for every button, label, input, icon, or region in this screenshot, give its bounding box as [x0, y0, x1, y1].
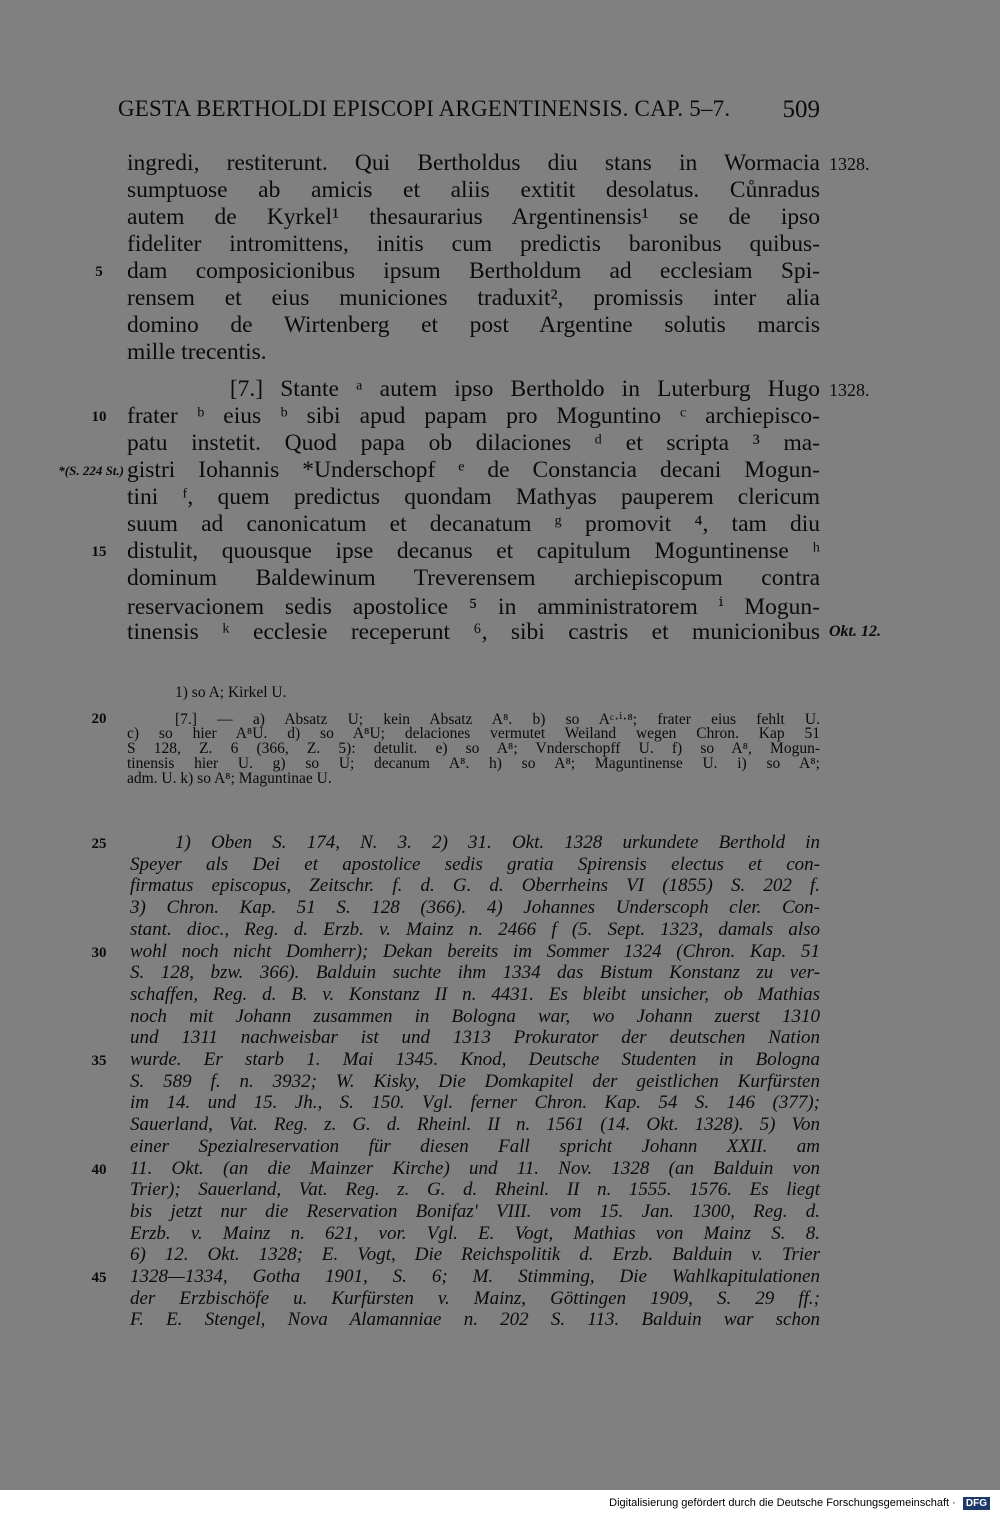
main-line: patu instetit. Quod papa ob dilaciones ᵈ et scripta ³ ma-: [127, 430, 820, 456]
margin-date: 1328.: [829, 154, 870, 174]
line-number: 10: [91, 409, 107, 425]
main-line: fideliter intromittens, initis cum predictis baronibus quibus-: [127, 231, 820, 257]
note-line: stant. dioc., Reg. d. Erzb. v. Mainz n. 2466 f (5. Sept. 1323, damals also: [130, 919, 820, 940]
apparatus-line: adm. U. k) so A⁸; Maguntinae U.: [127, 770, 332, 787]
note-line: firmatus episcopus, Zeitschr. f. d. G. d. Oberrheins VI (1855) S. 202 f.: [130, 875, 820, 896]
note-line: 3) Chron. Kap. 51 S. 128 (366). 4) Johannes Underscoph cler. Con-: [130, 897, 820, 918]
note-line: S. 589 f. n. 3932; W. Kisky, Die Domkapitel der geistlichen Kurfürsten: [130, 1071, 820, 1092]
main-line: autem de Kyrkel¹ thesaurarius Argentinensis¹ se de ipso: [127, 204, 820, 230]
dfg-logo: DFG: [963, 1497, 990, 1510]
main-line: gistri Iohannis *Underschopf ᵉ de Constancia decani Mogun-: [127, 457, 820, 483]
note-line: Trier); Sauerland, Vat. Reg. z. G. d. Rheinl. II n. 1555. 1576. Es liegt: [130, 1179, 820, 1200]
line-number: 35: [91, 1053, 107, 1069]
note-line: im 14. und 15. Jh., S. 150. Vgl. ferner Chron. Kap. 54 S. 146 (377);: [130, 1092, 820, 1113]
note-line: 6) 12. Okt. 1328; E. Vogt, Die Reichspolitik d. Erzb. Balduin v. Trier: [130, 1244, 820, 1265]
line-number: 30: [91, 945, 107, 961]
main-line: distulit, quousque ipse decanus et capitulum Moguntinense ʰ: [127, 538, 820, 564]
note-line: wurde. Er starb 1. Mai 1345. Knod, Deutsche Studenten in Bologna: [130, 1049, 820, 1070]
running-title: GESTA BERTHOLDI EPISCOPI ARGENTINENSIS. CAP. 5–7.: [118, 96, 731, 121]
note-line: noch mit Johann zusammen in Bologna war, wo Johann zuerst 1310: [130, 1006, 820, 1027]
dfg-credit-text: Digitalisierung gefördert durch die Deutsche Forschungsgemeinschaft ·: [609, 1497, 956, 1509]
note-line: Sauerland, Vat. Reg. z. G. d. Rheinl. II n. 1561 (14. Okt. 1328). 5) Von: [130, 1114, 820, 1135]
note-line: der Erzbischöfe u. Kurfürsten v. Mainz, Göttingen 1909, S. 29 ff.;: [130, 1288, 820, 1309]
note-line: und 1311 nachweisbar ist und 1313 Prokurator der deutschen Nation: [130, 1027, 820, 1048]
main-line: tini ᶠ, quem predictus quondam Mathyas pauperem clericum: [127, 484, 820, 510]
note-line: Speyer als Dei et apostolice sedis gratia Spirensis electus et con-: [130, 854, 820, 875]
line-number: 5: [95, 264, 103, 280]
note-line: 1) Oben S. 174, N. 3. 2) 31. Okt. 1328 urkundete Berthold in: [175, 832, 820, 853]
main-line: tinensis ᵏ ecclesie receperunt ⁶, sibi castris et municionibus: [127, 619, 820, 645]
note-line: S. 128, bzw. 366). Balduin suchte ihm 1334 das Bistum Konstanz zu ver-: [130, 962, 820, 983]
note-line: einer Spezialreservation für diesen Fall spricht Johann XXII. am: [130, 1136, 820, 1157]
main-line: [7.] Stante ᵃ autem ipso Bertholdo in Luterburg Hugo: [127, 376, 820, 402]
line-number: 15: [91, 544, 107, 560]
main-line: dam composicionibus ipsum Bertholdum ad ecclesiam Spi-: [127, 258, 820, 284]
note-line: bis jetzt nur die Reservation Bonifaz' VIII. vom 15. Jan. 1300, Reg. d.: [130, 1201, 820, 1222]
margin-date: Okt. 12.: [829, 623, 881, 640]
main-line: domino de Wirtenberg et post Argentine solutis marcis: [127, 312, 820, 338]
main-line: reservacionem sedis apostolice ⁵ in amministratorem ⁱ Mogun-: [127, 594, 820, 620]
running-header: [118, 96, 820, 132]
margin-date: 1328.: [829, 380, 870, 400]
apparatus-line: c) so hier A⁸U. d) so A⁸U; delaciones vermutet Weiland wegen Chron. Kap 51: [127, 725, 820, 742]
main-line: frater ᵇ eius ᵇ sibi apud papam pro Moguntino ᶜ archiepisco-: [127, 403, 820, 429]
note-line: wohl noch nicht Domherr); Dekan bereits im Sommer 1324 (Chron. Kap. 51: [130, 941, 820, 962]
line-number: 40: [91, 1162, 107, 1178]
note-line: 1328—1334, Gotha 1901, S. 6; M. Stimming, Die Wahlkapitulationen: [130, 1266, 820, 1287]
page-number: 509: [782, 96, 820, 123]
main-line: ingredi, restiterunt. Qui Bertholdus diu stans in Wormacia: [127, 150, 820, 176]
apparatus-line: tinensis hier U. g) so U; decanum A⁸. h) so A⁸; Maguntinense U. i) so A⁸;: [127, 755, 820, 772]
edition-page-ref: *(S. 224 St.): [58, 463, 124, 478]
main-line: suum ad canonicatum et decanatum ᵍ promovit ⁴, tam diu: [127, 511, 820, 537]
line-number: 45: [91, 1270, 107, 1286]
note-line: 11. Okt. (an die Mainzer Kirche) und 11. Nov. 1328 (an Balduin von: [130, 1158, 820, 1179]
note-line: schaffen, Reg. d. B. v. Konstanz II n. 4431. Es bleibt unsicher, ob Mathias: [130, 984, 820, 1005]
line-number: 25: [91, 836, 107, 852]
main-line: rensem et eius municiones traduxit², promissis inter alia: [127, 285, 820, 311]
note-line: Erzb. v. Mainz n. 621, vor. Vgl. E. Vogt, Mathias von Mainz S. 8.: [130, 1223, 820, 1244]
apparatus-line: [7.] — a) Absatz U; kein Absatz A⁸. b) so Aᶜ·ⁱ·⁸; frater eius fehlt U.: [175, 711, 820, 728]
note-line: F. E. Stengel, Nova Alamanniae n. 202 S. 113. Balduin war schon: [130, 1309, 820, 1330]
apparatus-line: 1) so A; Kirkel U.: [175, 684, 287, 701]
main-line: sumptuose ab amicis et aliis extitit desolatus. Cůnradus: [127, 177, 820, 203]
apparatus-line: S 128, Z. 6 (366, Z. 5): detulit. e) so A⁸; Vnderschopff U. f) so A⁸, Mogun-: [127, 740, 820, 757]
main-line: mille trecentis.: [127, 339, 267, 365]
line-number: 20: [91, 711, 107, 727]
dfg-credit: [609, 1497, 990, 1510]
main-line: dominum Baldewinum Treverensem archiepiscopum contra: [127, 565, 820, 591]
